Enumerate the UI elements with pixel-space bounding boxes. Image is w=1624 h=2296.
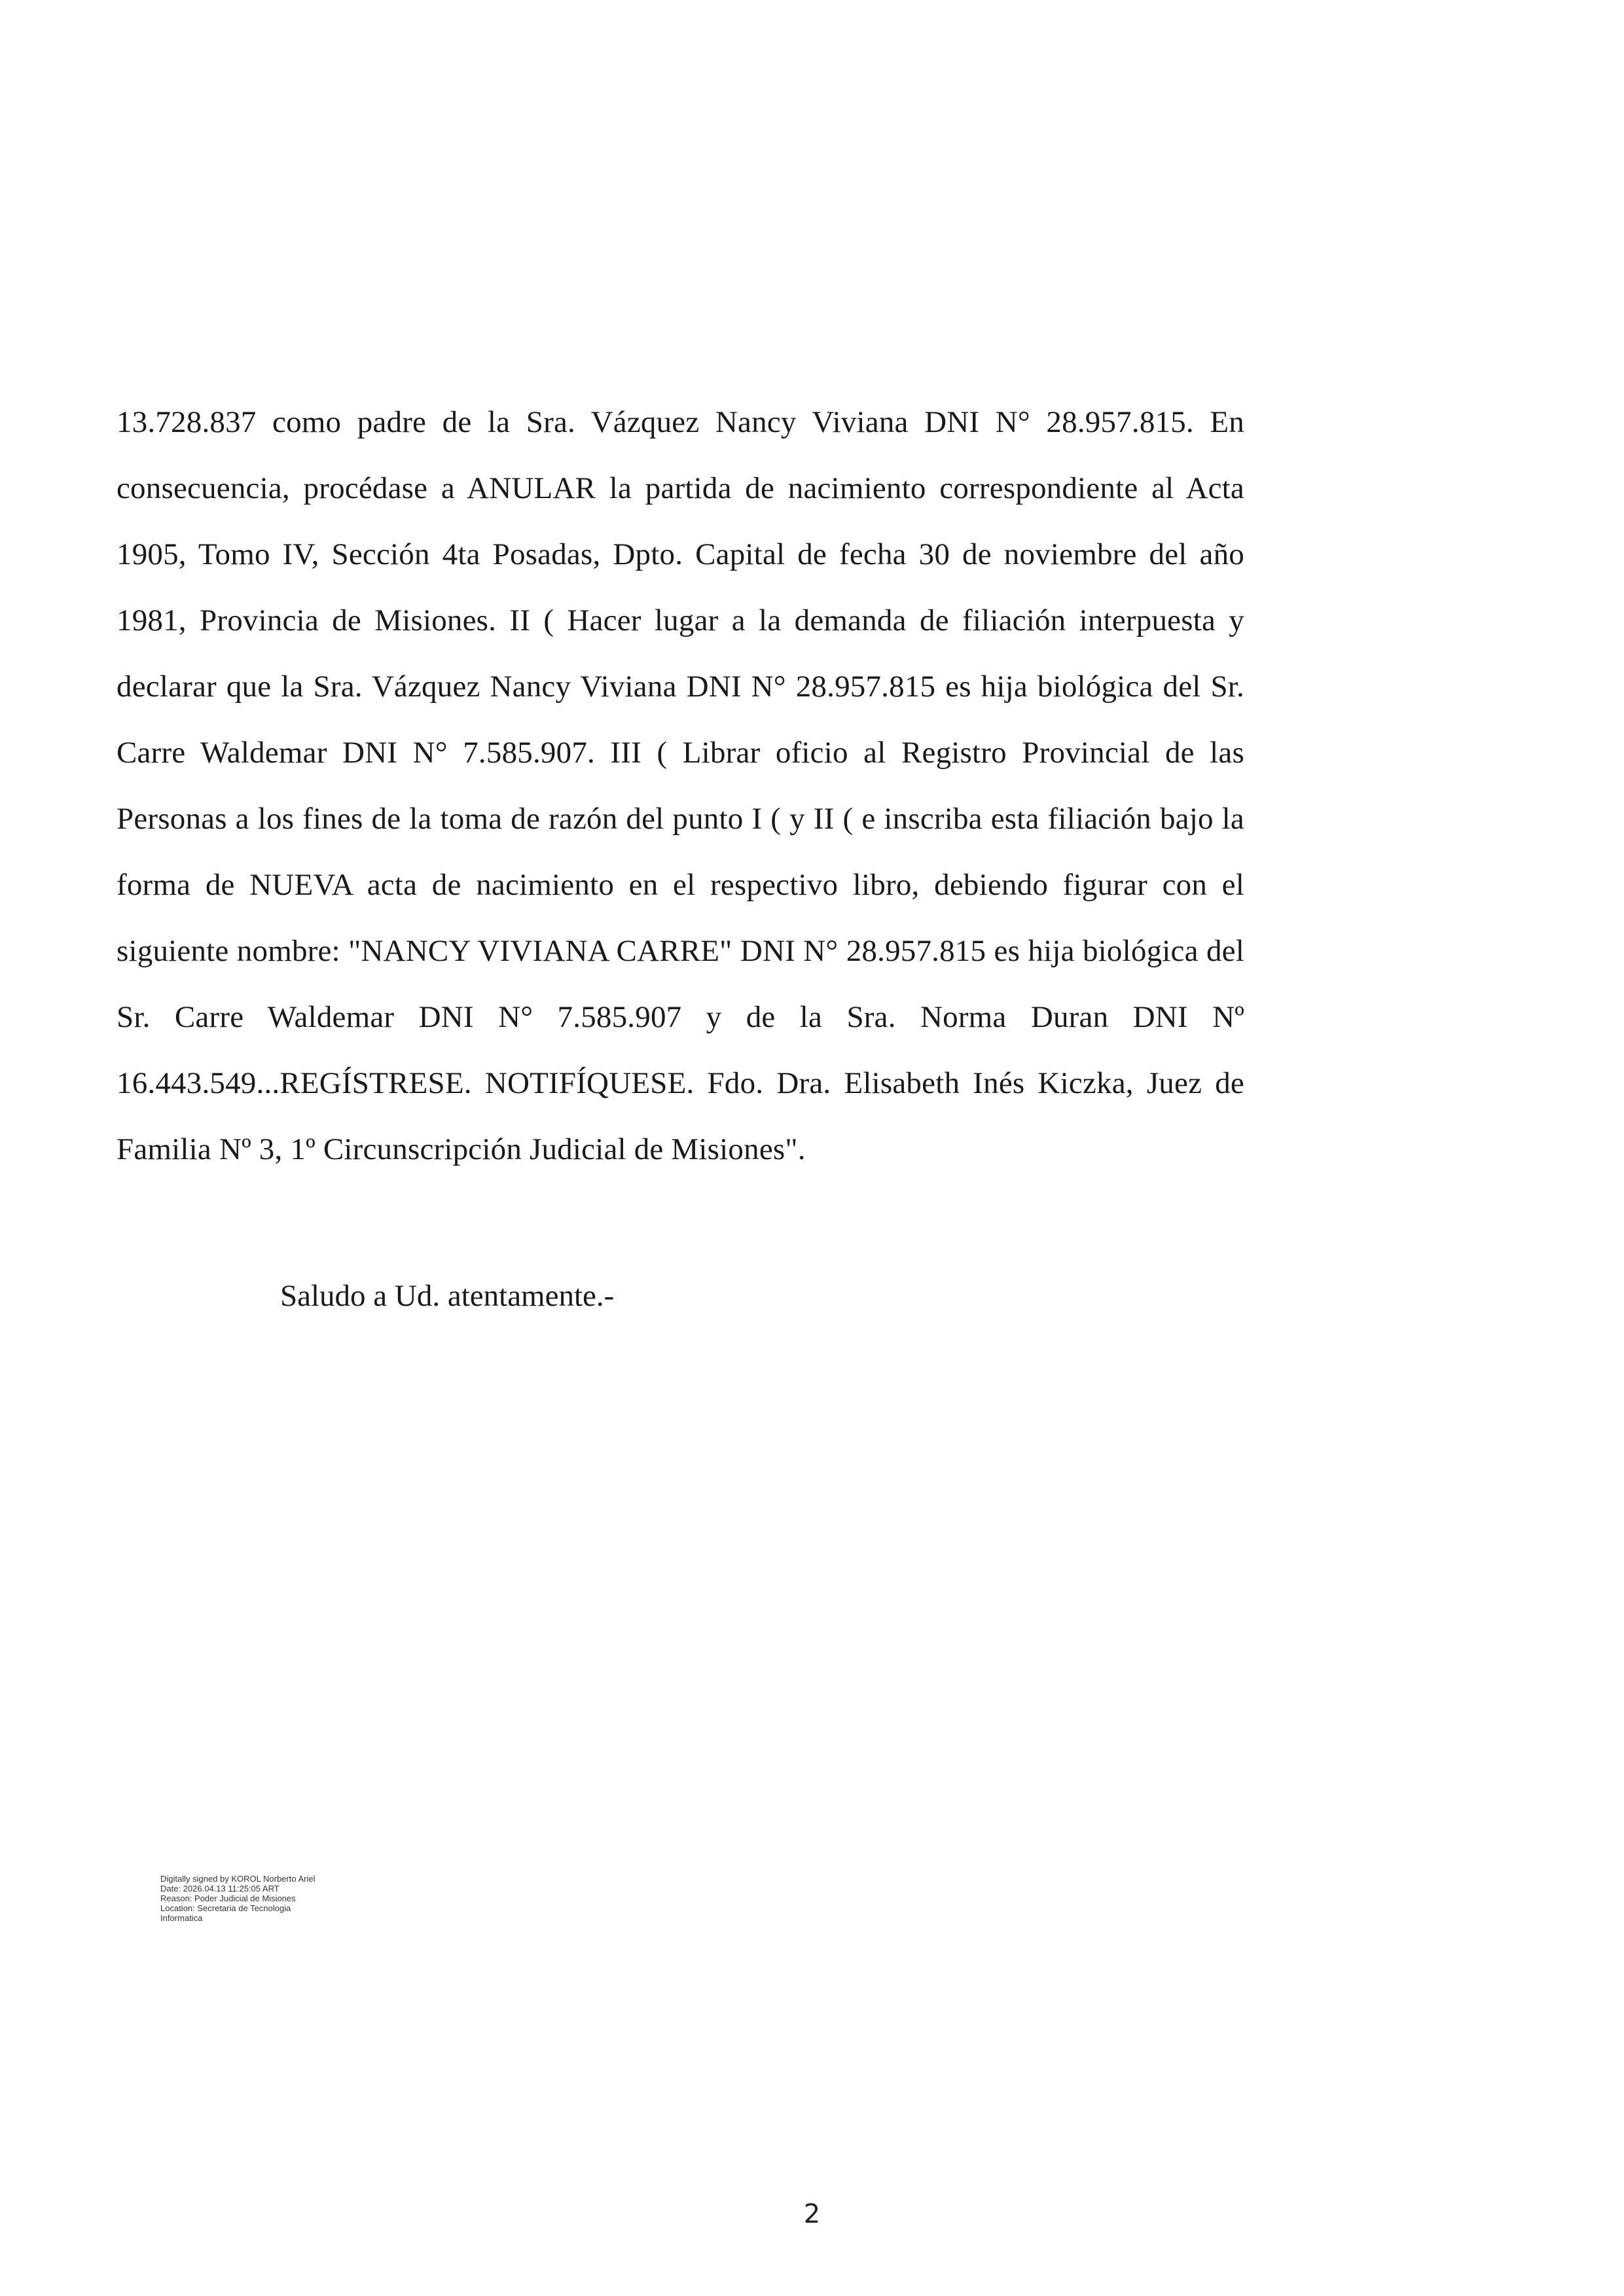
signature-reason: Reason: Poder Judicial de Misiones <box>160 1893 296 1903</box>
digital-signature-block <box>160 1874 409 1923</box>
page-number: 2 <box>803 2199 821 2229</box>
closing-salutation: Saludo a Ud. atentamente.- <box>280 1279 615 1313</box>
body-paragraph: 13.728.837 como padre de la Sra. Vázquez Nancy Viviana DNI N° 28.957.815. En consecuencia, procédase a ANULAR la partida de nacimiento correspondiente al Acta 1905, Tomo IV, Sección 4ta Posadas, Dpto. Capital de fecha 30 de noviembre del año 1981, Provincia de Misiones. II ( Hacer lugar a la demanda de filiación interpuesta y declarar que la Sra. Vázquez Nancy Viviana DNI N° 28.957.815 es hija biológica del Sr. Carre Waldemar DNI N° 7.585.907. III ( Librar oficio al Registro Provincial de las Personas a los fines de la toma de razón del punto I ( y II ( e inscriba esta filiación bajo la forma de NUEVA acta de nacimiento en el respectivo libro, debiendo figurar con el siguiente nombre: "NANCY VIVIANA CARRE" DNI N° 28.957.815 es hija biológica del Sr. Carre Waldemar DNI N° 7.585.907 y de la Sra. Norma Duran DNI Nº 16.443.549...REGÍSTRESE. NOTIFÍQUESE. Fdo. Dra. Elisabeth Inés Kiczka, Juez de Familia Nº 3, 1º Circunscripción Judicial de Misiones". <box>117 405 1244 1166</box>
signature-signed-by: Digitally signed by KOROL Norberto Ariel <box>160 1874 316 1884</box>
signature-location: Location: Secretaria de Tecnologia <box>160 1903 291 1913</box>
signature-date: Date: 2026.04.13 11:25:05 ART <box>160 1884 280 1893</box>
signature-location-continued: Informatica <box>160 1913 203 1923</box>
